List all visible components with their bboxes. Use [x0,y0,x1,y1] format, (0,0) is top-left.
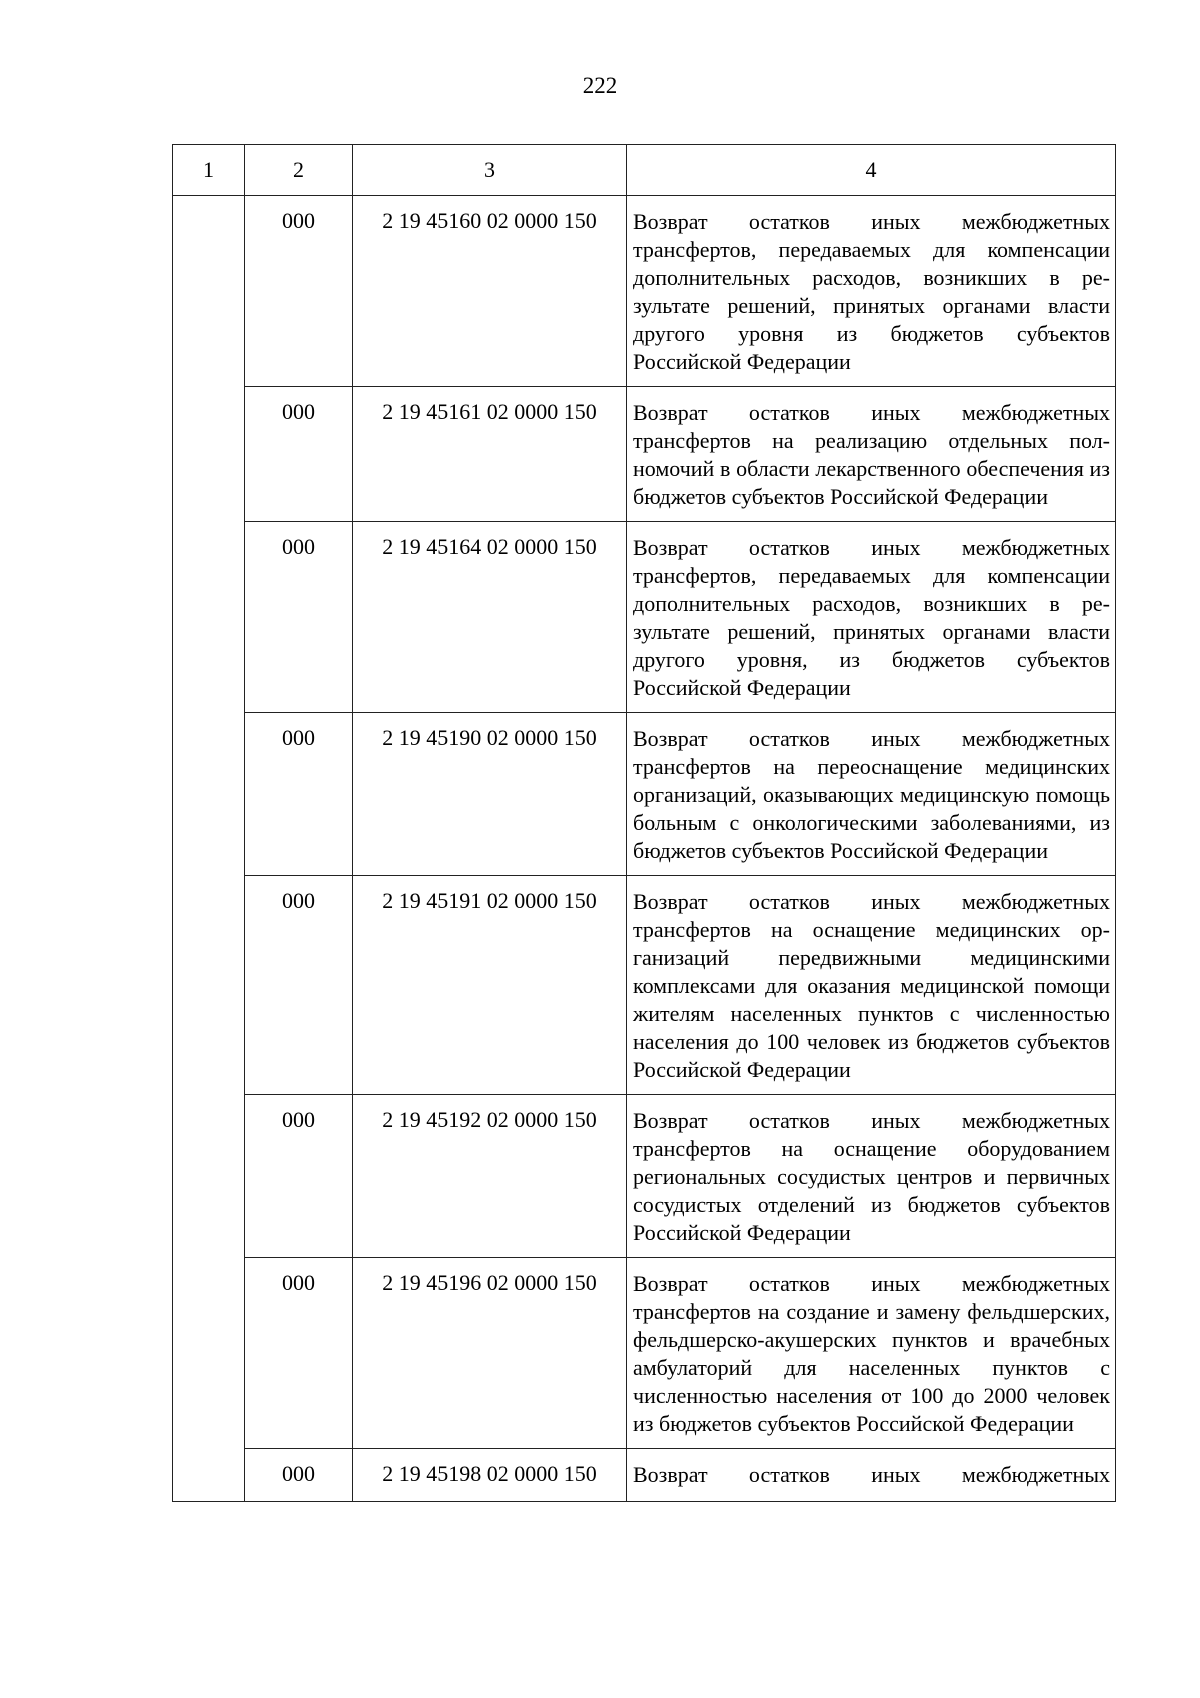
admin-code-cell: 000 [245,1449,353,1502]
admin-code-cell: 000 [245,387,353,522]
description-cell: Возврат остатков иных межбюджетных [627,1449,1116,1502]
header-col-3: 3 [353,145,627,196]
budget-code-cell: 2 19 45196 02 0000 150 [353,1258,627,1449]
budget-code-cell: 2 19 45192 02 0000 150 [353,1095,627,1258]
budget-code-cell: 2 19 45198 02 0000 150 [353,1449,627,1502]
admin-code-cell: 000 [245,713,353,876]
table-header-row [173,145,1116,196]
admin-code-cell: 000 [245,522,353,713]
budget-code-cell: 2 19 45164 02 0000 150 [353,522,627,713]
description-cell: Возврат остатков иных межбюджетных трансфертов на оснащение медицинских организаций передвижными медицинскими комплексами для оказания медицинской помощи жителям населенных пунктов с численностью населения до 100 человек из бюджетов субъектов Российской Федерации [627,876,1116,1095]
description-cell: Возврат остатков иных межбюджетных трансфертов на создание и замену фельдшерских, фельдшерско-акушерских пунктов и врачебных амбулаторий для населенных пунктов с численностью населения от 100 до 2000 человек из бюджетов субъектов Российской Федерации [627,1258,1116,1449]
budget-code-cell: 2 19 45161 02 0000 150 [353,387,627,522]
empty-column-cell [173,196,245,1502]
budget-code-cell: 2 19 45160 02 0000 150 [353,196,627,387]
header-col-4: 4 [627,145,1116,196]
table-row [173,1258,1116,1449]
admin-code-cell: 000 [245,876,353,1095]
description-cell: Возврат остатков иных межбюджетных трансфертов на оснащение оборудованием региональных сосудистых центров и первичных сосудистых отделений из бюджетов субъектов Российской Федерации [627,1095,1116,1258]
description-cell: Возврат остатков иных межбюджетных трансфертов, передаваемых для компенсации дополнительных расходов, возникших в результате решений, принятых органами власти другого уровня, из бюджетов субъектов Российской Федерации [627,522,1116,713]
budget-code-cell: 2 19 45190 02 0000 150 [353,713,627,876]
table-row [173,196,1116,387]
budget-code-cell: 2 19 45191 02 0000 150 [353,876,627,1095]
page-number: 222 [582,73,618,98]
admin-code-cell: 000 [245,196,353,387]
table-row [173,876,1116,1095]
header-col-2: 2 [245,145,353,196]
description-cell: Возврат остатков иных межбюджетных трансфертов, передаваемых для компенсации дополнительных расходов, возникших в результате решений, принятых органами власти другого уровня из бюджетов субъектов Российской Федерации [627,196,1116,387]
budget-codes-table [172,144,1116,1502]
header-col-1: 1 [173,145,245,196]
description-cell: Возврат остатков иных межбюджетных трансфертов на переоснащение медицинских организаций, оказывающих медицинскую помощь больным с онкологическими заболеваниями, из бюджетов субъектов Российской Федерации [627,713,1116,876]
table-row [173,1095,1116,1258]
table-row [173,522,1116,713]
table-row [173,713,1116,876]
table-row [173,1449,1116,1502]
admin-code-cell: 000 [245,1095,353,1258]
table-row [173,387,1116,522]
admin-code-cell: 000 [245,1258,353,1449]
description-cell: Возврат остатков иных межбюджетных трансфертов на реализацию отдельных полномочий в области лекарственного обеспечения из бюджетов субъектов Российской Федерации [627,387,1116,522]
